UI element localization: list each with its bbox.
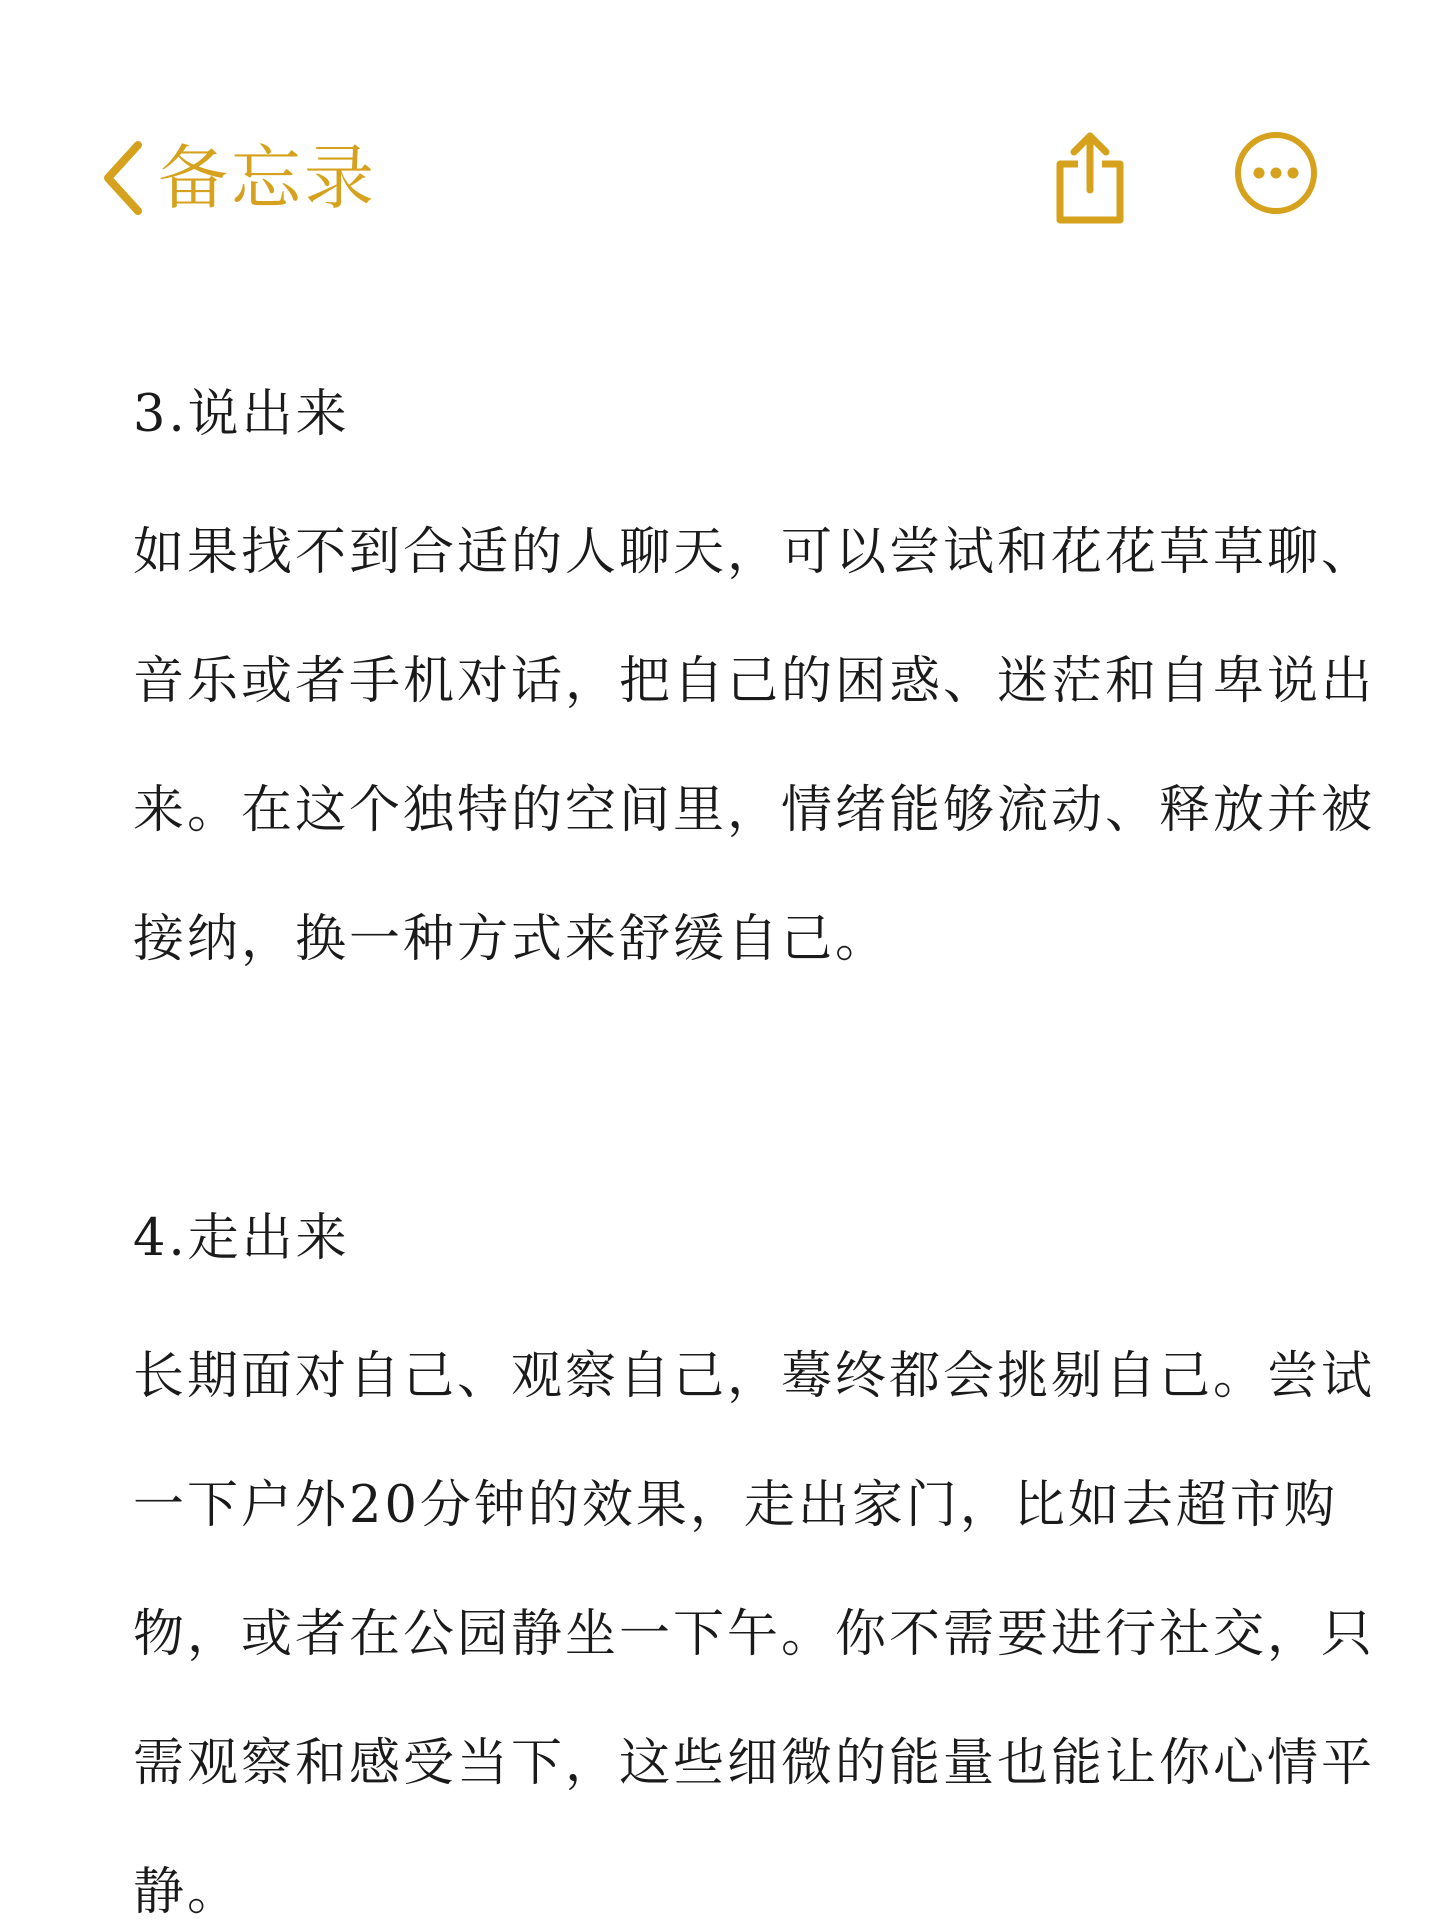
back-button[interactable] (100, 128, 377, 228)
section-paragraph: 长期面对自己、观察自己，蓦终都会挑剔自己。尝试一下户外20分钟的效果，走出家门，比如去超市购物，或者在公园静坐一下午。你不需要进行社交，只需观察和感受当下，这些细微的能量也能让你心情平静。 (133, 1347, 1376, 1920)
note-section (133, 370, 1393, 1004)
chevron-left-icon (100, 139, 144, 217)
note-section (133, 1194, 1393, 1920)
back-label: 备忘录 (158, 137, 377, 219)
note-body[interactable] (133, 370, 1393, 1920)
section-heading: 4.走出来 (133, 1209, 350, 1268)
more-button[interactable] (1233, 130, 1319, 216)
share-icon (1052, 128, 1128, 228)
section-heading: 3.说出来 (133, 385, 350, 444)
share-button[interactable] (1052, 128, 1128, 228)
navigation-bar (0, 0, 1440, 340)
section-paragraph: 如果找不到合适的人聊天，可以尝试和花花草草聊、音乐或者手机对话，把自己的困惑、迷茫和自卑说出来。在这个独特的空间里，情绪能够流动、释放并被接纳，换一种方式来舒缓自己。 (133, 523, 1376, 969)
more-icon (1233, 130, 1319, 216)
